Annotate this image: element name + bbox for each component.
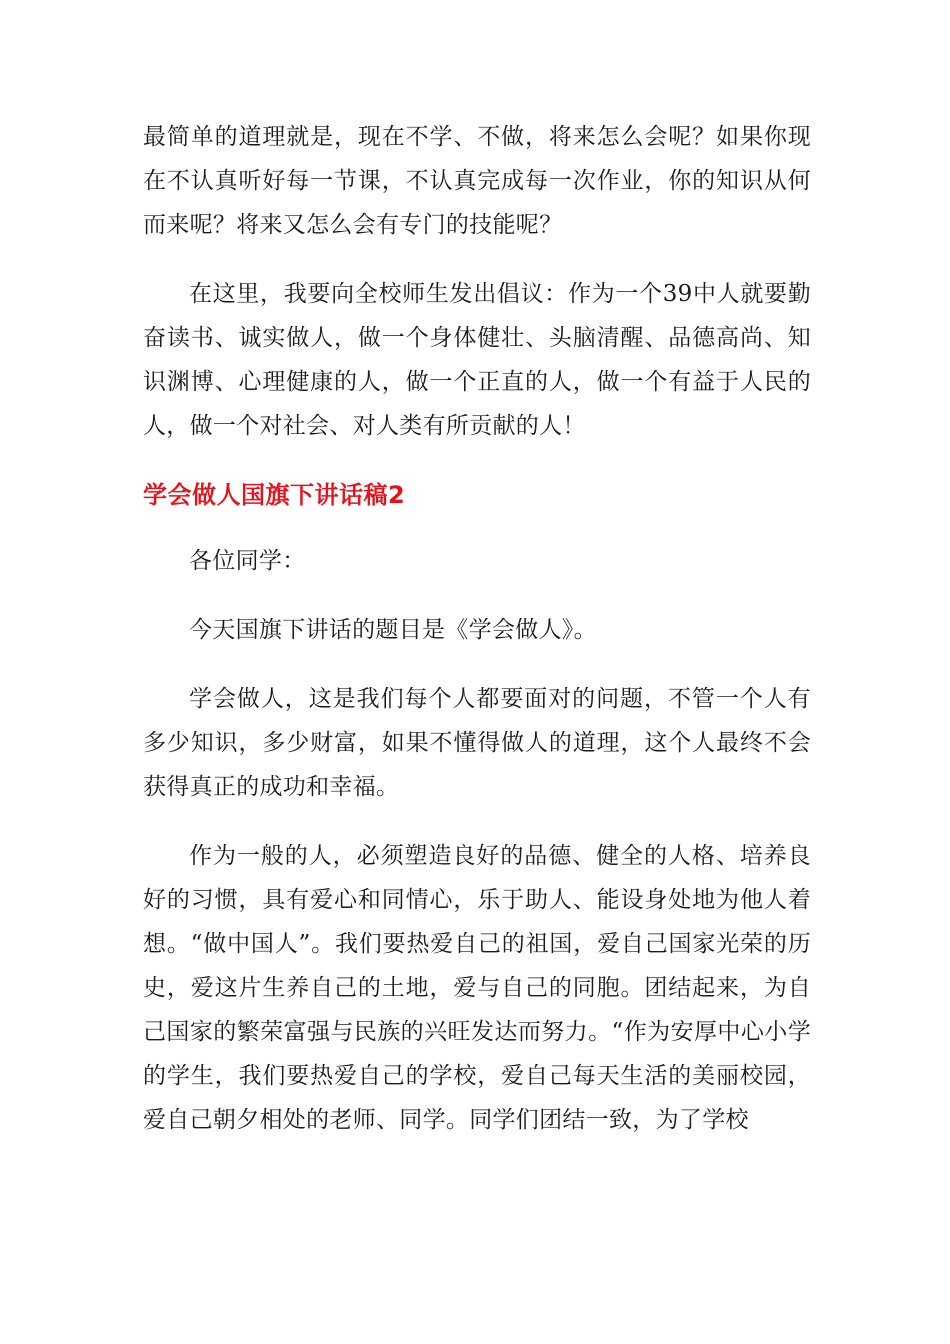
paragraph-body: 作为一般的人，必须塑造良好的品德、健全的人格、培养良好的习惯，具有爱心和同情心，乐于助人、能设身处地为他人着想。“做中国人”。我们要热爱自己的祖国，爱自己国家光荣的历史，爱这片生养自己的土地，爱与自己的同胞。团结起来，为自己国家的繁荣富强与民族的兴旺发达而努力。“作为安厚中心小学的学生，我们要热爱自己的学校，爱自己每天生活的美丽校园，爱自己朝夕相处的老师、同学。同学们团结一致，为了学校 <box>143 843 811 1133</box>
section-heading: 学会做人国旗下讲话稿2 <box>143 481 406 509</box>
document-body <box>143 115 811 1167</box>
paragraph-topic: 今天国旗下讲话的题目是《学会做人》。 <box>189 617 597 643</box>
paragraph-salutation: 各位同学： <box>189 548 306 574</box>
paragraph-continuation: 最简单的道理就是，现在不学、不做，将来怎么会呢？如果你现在不认真听好每一节课，不认真完成每一次作业，你的知识从何而来呢？将来又怎么会有专门的技能呢？ <box>143 124 811 238</box>
paragraph-intro: 学会做人，这是我们每个人都要面对的问题，不管一个人有多少知识，多少财富，如果不懂得做人的道理，这个人最终不会获得真正的成功和幸福。 <box>143 686 811 800</box>
paragraph-proposal: 在这里，我要向全校师生发出倡议：作为一个39中人就要勤奋读书、诚实做人，做一个身体健壮、头脑清醒、品德高尚、知识渊博、心理健康的人，做一个正直的人，做一个有益于人民的人，做一个对社会、对人类有所贡献的人！ <box>143 281 811 439</box>
